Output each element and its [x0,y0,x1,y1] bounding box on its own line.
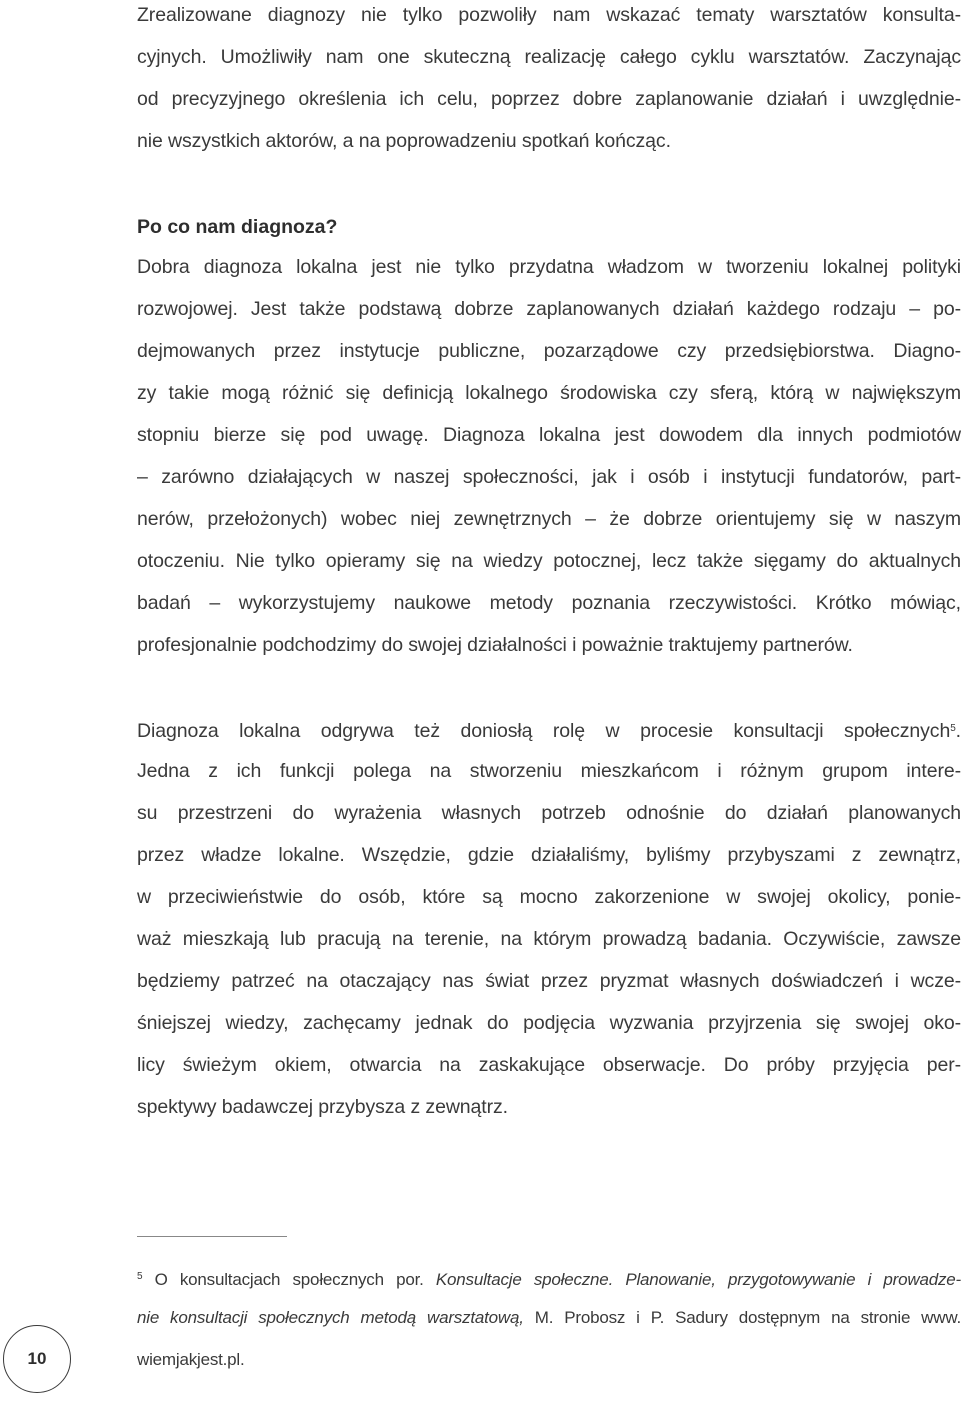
paragraph-line: będziemy patrzeć na otaczający nas świat przez pryzmat własnych doświadczeń i wcze- [137,970,961,992]
paragraph-line [137,716,961,744]
paragraph-line: spektywy badawczej przybysza z zewnątrz. [137,1096,508,1118]
footnote-divider [137,1236,287,1237]
footnote-link[interactable]: wiemjakjest.pl. [137,1350,245,1369]
paragraph-line: profesjonalnie podchodzimy do swojej działalności i poważnie traktujemy partnerów. [137,634,853,656]
footnote-reference: 5 [950,723,956,734]
paragraph-line: stopniu bierze się pod uwagę. Diagnoza lokalna jest dowodem dla innych podmiotów [137,424,961,446]
paragraph-line: cyjnych. Umożliwiły nam one skuteczną realizację całego cyklu warsztatów. Zaczynając [137,46,961,68]
paragraph-line: przez władze lokalne. Wszędzie, gdzie działaliśmy, byliśmy przybyszami z zewnątrz, [137,844,961,866]
paragraph-line: śniejszej wiedzy, zachęcamy jednak do podjęcia wyzwania przyjrzenia się swojej oko- [137,1012,961,1034]
paragraph-line: licy świeżym okiem, otwarcia na zaskakujące obserwacje. Do próby przyjęcia per- [137,1054,961,1076]
paragraph-line: waż mieszkają lub pracują na terenie, na którym prowadzą badania. Oczywiście, zawsze [137,928,961,950]
paragraph-line: nie wszystkich aktorów, a na poprowadzeniu spotkań kończąc. [137,130,671,152]
section-heading: Po co nam diagnoza? [137,216,338,238]
paragraph-line: rozwojowej. Jest także podstawą dobrze zaplanowanych działań każdego rodzaju – po- [137,298,961,320]
footnote-mark: 5 [137,1271,143,1282]
footnote-text: M. Probosz i P. Sadury dostępnym na stronie www. [523,1308,961,1327]
paragraph-line: nerów, przełożonych) wobec niej zewnętrznych – że dobrze orientujemy się w naszym [137,508,961,530]
paragraph-line: dejmowanych przez instytucje publiczne, pozarządowe czy przedsiębiorstwa. Diagno- [137,340,961,362]
paragraph-line-text: Diagnoza lokalna odgrywa też doniosłą rolę w procesie konsultacji społecznych [137,720,951,742]
footnote-text: O konsultacjach społecznych por. [154,1270,436,1289]
paragraph-line: su przestrzeni do wyrażenia własnych potrzeb odnośnie do działań planowanych [137,802,961,824]
footnote-citation: Konsultacje społeczne. Planowanie, przygotowywanie i prowadze- [435,1270,961,1289]
page-number-badge: 10 [3,1325,71,1393]
paragraph-line: – zarówno działających w naszej społeczności, jak i osób i instytucji fundatorów, part- [137,466,961,488]
paragraph-line: od precyzyjnego określenia ich celu, poprzez dobre zaplanowanie działań i uwzględnie- [137,88,961,110]
paragraph-line: badań – wykorzystujemy naukowe metody poznania rzeczywistości. Krótko mówiąc, [137,592,961,614]
paragraph-line: w przeciwieństwie do osób, które są mocno zakorzenione w swojej okolicy, ponie- [137,886,961,908]
footnote-citation: nie konsultacji społecznych metodą warsztatową, [137,1308,524,1327]
footnote-line [137,1265,961,1292]
paragraph-line: Zrealizowane diagnozy nie tylko pozwoliły nam wskazać tematy warsztatów konsulta- [137,4,961,26]
footnote-line [137,1306,961,1330]
paragraph-line: Jedna z ich funkcji polega na stworzeniu mieszkańcom i różnym grupom intere- [137,760,961,782]
paragraph-line: otoczeniu. Nie tylko opieramy się na wiedzy potocznej, lecz także sięgamy do aktualnych [137,550,961,572]
paragraph-line-end: . [955,720,961,742]
paragraph-line: Dobra diagnoza lokalna jest nie tylko przydatna władzom w tworzeniu lokalnej polityki [137,256,961,278]
paragraph-line: zy takie mogą różnić się definicją lokalnego środowiska czy sferą, którą w największym [137,382,961,404]
